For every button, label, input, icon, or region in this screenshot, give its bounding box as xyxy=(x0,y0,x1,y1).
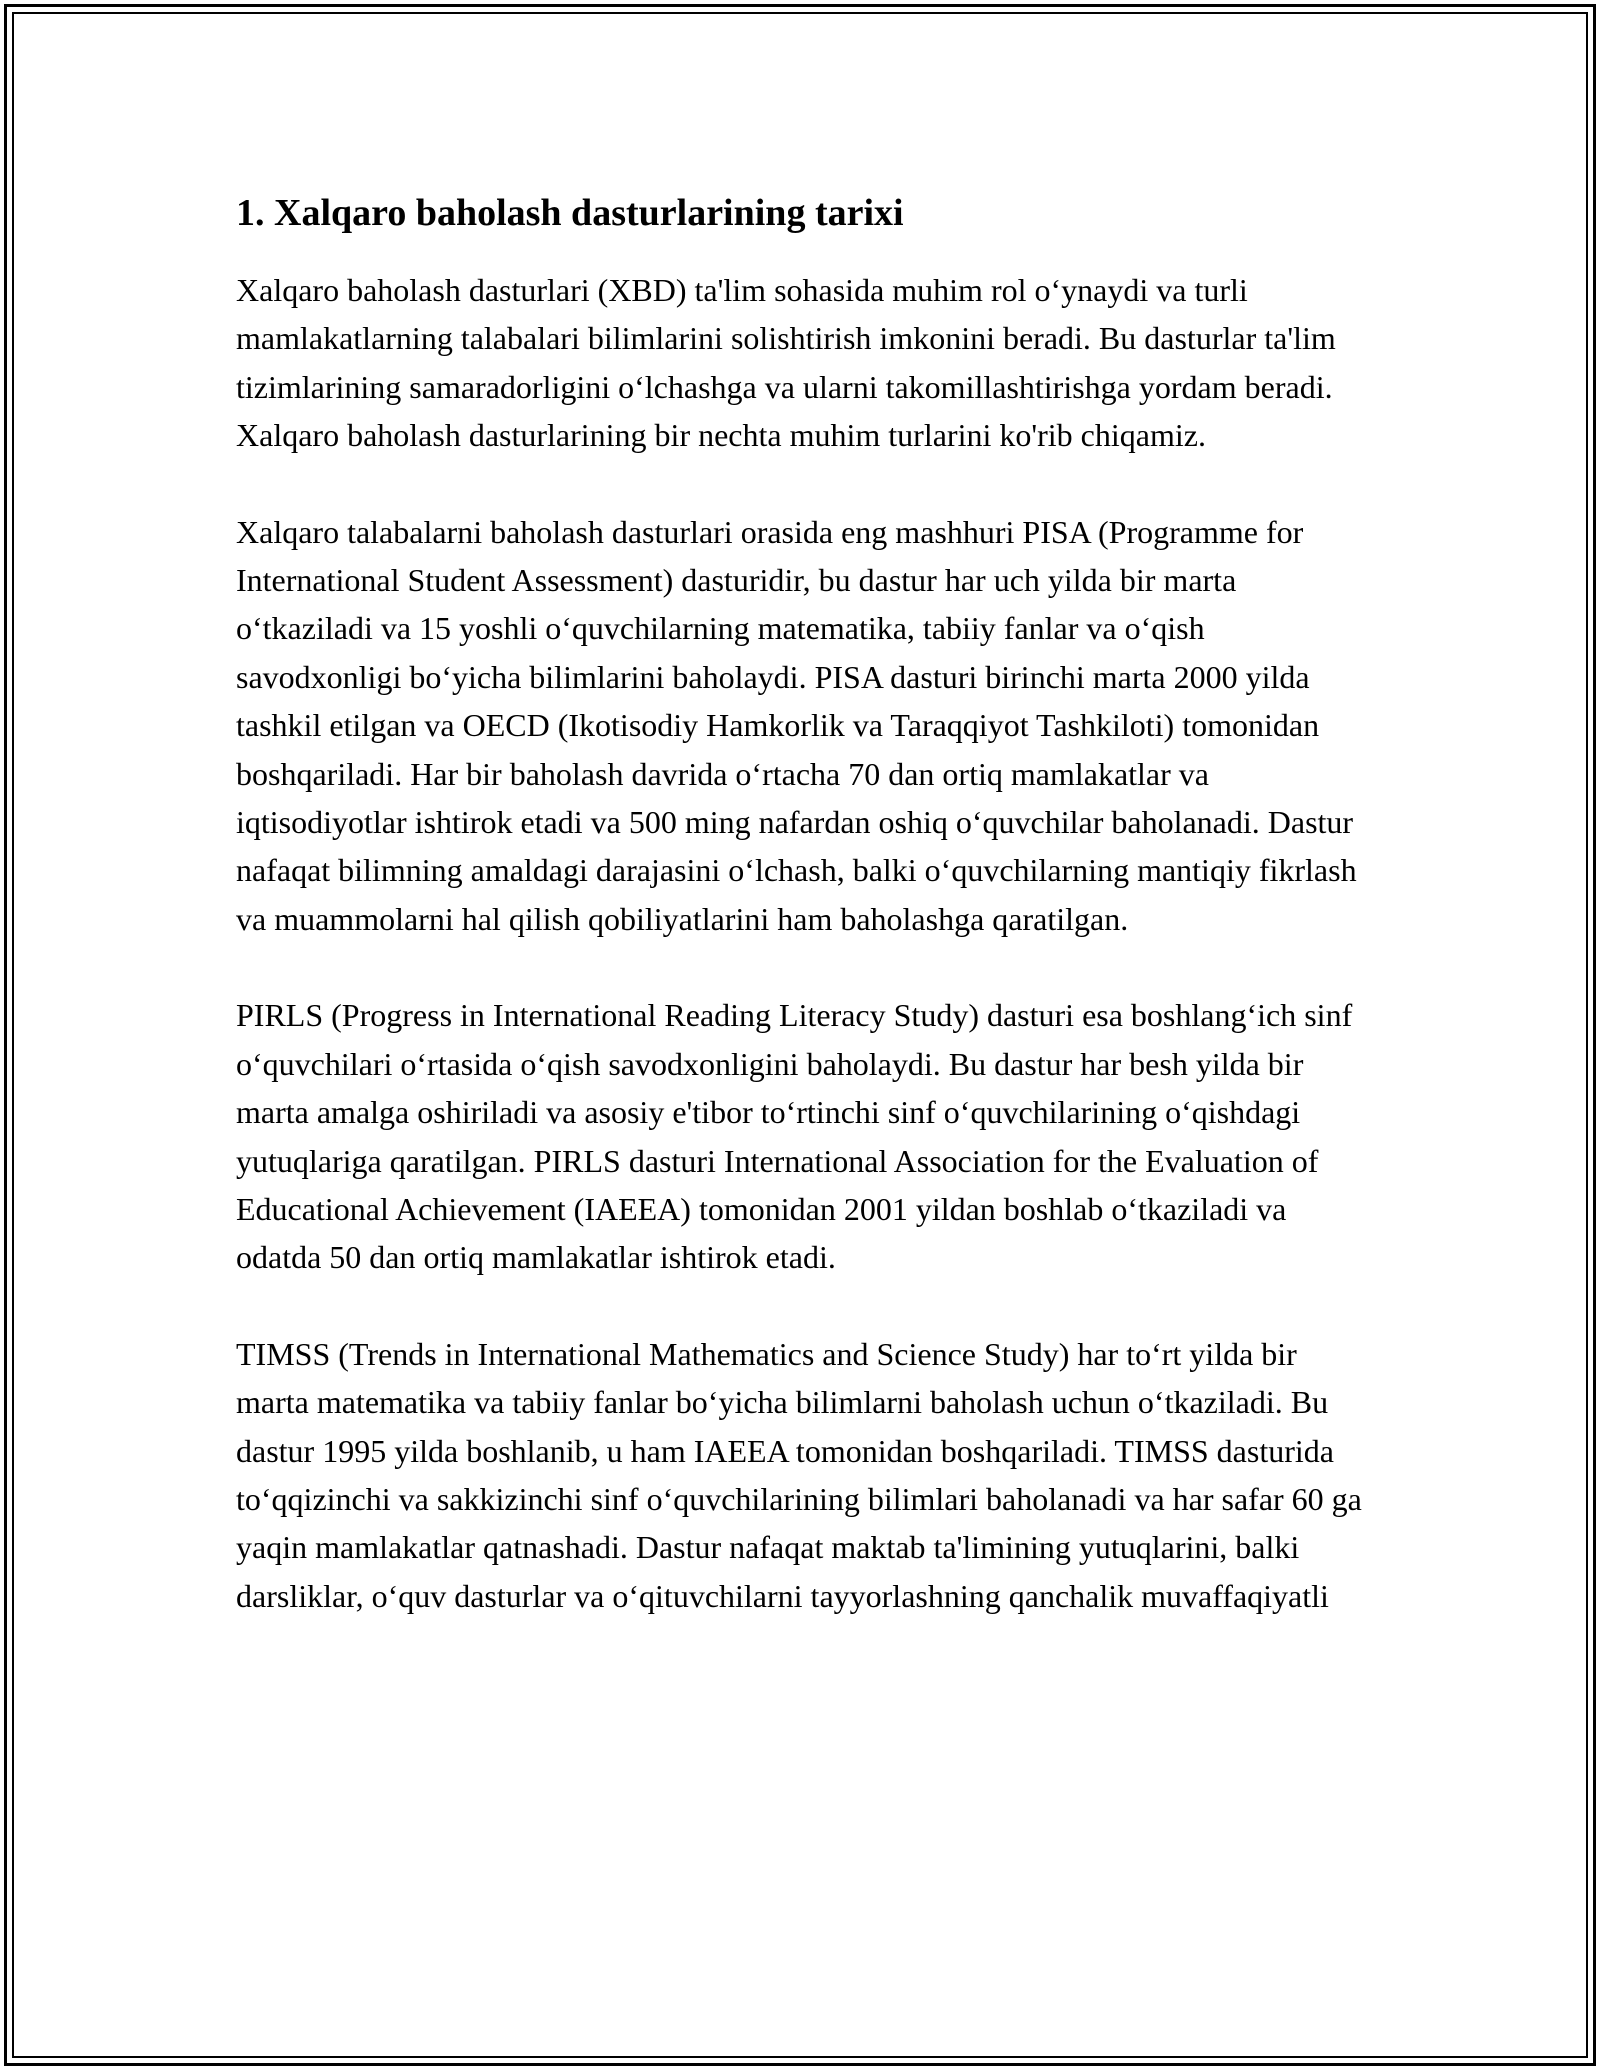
paragraph-timss: TIMSS (Trends in International Mathematics and Science Study) har toʻrt yilda bir marta matematika va tabiiy fanlar boʻyicha bilimlarni baholash uchun oʻtkaziladi. Bu dastur 1995 yilda boshlanib, u ham IAEEA tomonidan boshqariladi. TIMSS dasturida toʻqqizinchi va sakkizinchi sinf oʻquvchilarining bilimlari baholanadi va har safar 60 ga yaqin mamlakatlar qatnashadi. Dastur nafaqat maktab ta'limining yutuqlarini, balki darsliklar, oʻquv dasturlar va oʻqituvchilarni tayyorlashning qanchalik muvaffaqiyatli xyxy=(236,1335,1362,1614)
paragraph-pisa: Xalqaro talabalarni baholash dasturlari orasida eng mashhuri PISA (Programme for International Student Assessment) dasturidir, bu dastur har uch yilda bir marta oʻtkaziladi va 15 yoshli oʻquvchilarning matematika, tabiiy fanlar va oʻqish savodxonligi boʻyicha bilimlarini baholaydi. PISA dasturi birinchi marta 2000 yilda tashkil etilgan va OECD (Ikotisodiy Hamkorlik va Taraqqiyot Tashkiloti) tomonidan boshqariladi. Har bir baholash davrida oʻrtacha 70 dan ortiq mamlakatlar va iqtisodiyotlar ishtirok etadi va 500 ming nafardan oshiq oʻquvchilar baholanadi. Dastur nafaqat bilimning amaldagi darajasini oʻlchash, balki oʻquvchilarning mantiqiy fikrlash va muammolarni hal qilish qobiliyatlarini ham baholashga qaratilgan. xyxy=(236,513,1357,937)
section-heading: 1. Xalqaro baholash dasturlarining tarixi xyxy=(236,192,904,234)
document-body xyxy=(236,186,1366,1668)
paragraph-intro: Xalqaro baholash dasturlari (XBD) ta'lim sohasida muhim rol oʻynaydi va turli mamlakatlarning talabalari bilimlarini solishtirish imkonini beradi. Bu dasturlar ta'lim tizimlarining samaradorligini oʻlchashga va ularni takomillashtirishga yordam beradi. Xalqaro baholash dasturlarining bir nechta muhim turlarini ko'rib chiqamiz. xyxy=(236,272,1336,454)
paragraph-pirls: PIRLS (Progress in International Reading Literacy Study) dasturi esa boshlangʻich sinf oʻquvchilari oʻrtasida oʻqish savodxonligini baholaydi. Bu dastur har besh yilda bir marta amalga oshiriladi va asosiy e'tibor toʻrtinchi sinf oʻquvchilarining oʻqishdagi yutuqlariga qaratilgan. PIRLS dasturi International Association for the Evaluation of Educational Achievement (IAEEA) tomonidan 2001 yildan boshlab oʻtkaziladi va odatda 50 dan ortiq mamlakatlar ishtirok etadi. xyxy=(236,997,1353,1276)
